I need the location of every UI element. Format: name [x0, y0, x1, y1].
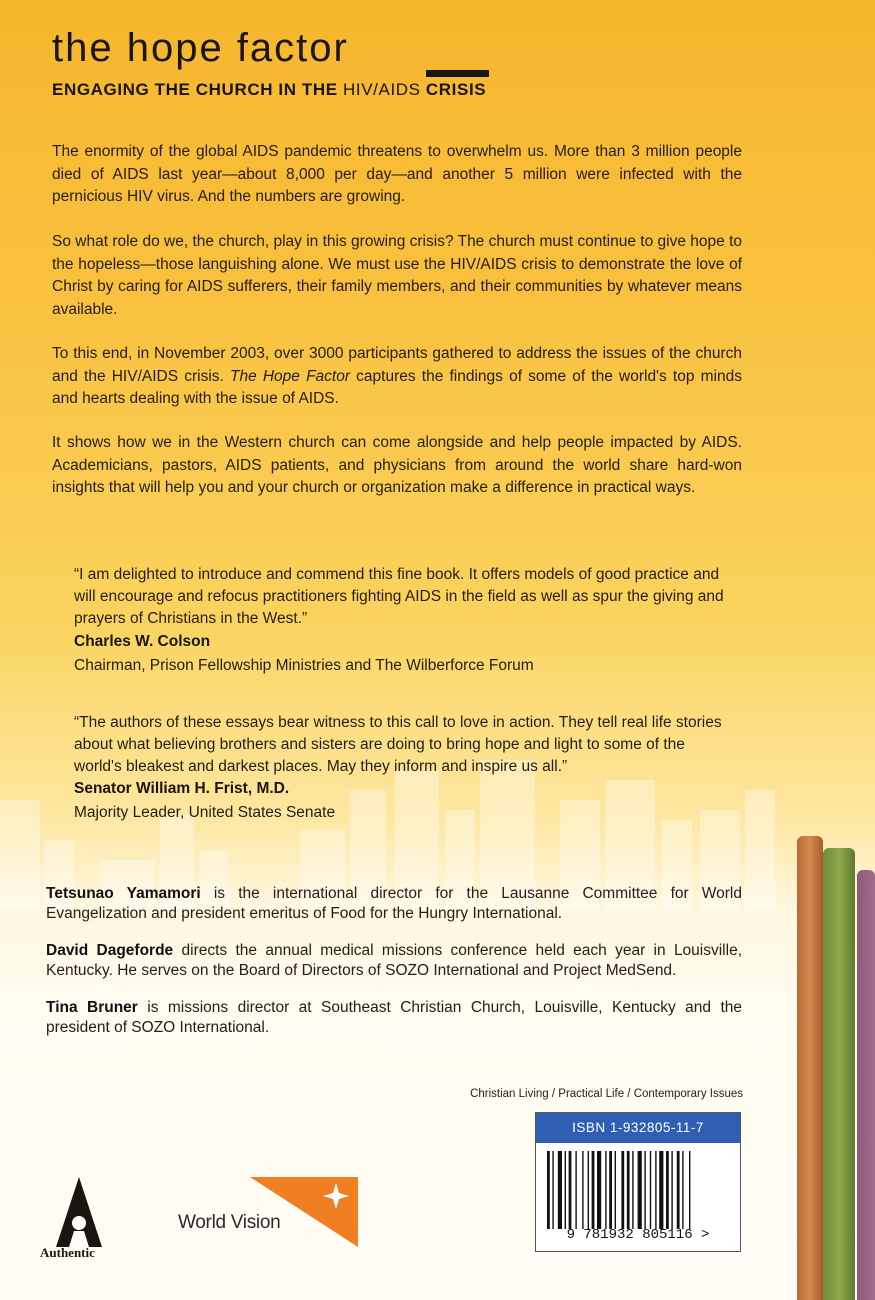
title-rule [426, 70, 489, 77]
paragraph-text: To this end, in November 2003, over 3000 participants gathered to address the issues of the church and the HIV/AIDS crisis. [52, 345, 742, 385]
endorsement-quote: “I am delighted to introduce and commend this fine book. It offers models of good practice and will encourage and refocus practitioners fighting AIDS in the field as well as spur the giving and prayers of Christians in the West.” [74, 566, 724, 627]
barcode-bar [615, 1151, 616, 1229]
subtitle-part-1: ENGAGING THE CHURCH IN THE [52, 80, 338, 99]
author-name: Tetsunao Yamamori [46, 885, 201, 902]
author-bio-text: directs the annual medical missions conference held each year in Louisville, Kentucky. He serves on the Board of Directors of SOZO International and Project MedSend. [46, 942, 743, 979]
paragraph-text: captures the findings of some of the world's top minds and hearts dealing with the issue of AIDS. [52, 367, 742, 407]
books-illustration [795, 830, 875, 1300]
endorser-role: Chairman, Prison Fellowship Ministries and The Wilberforce Forum [74, 657, 534, 674]
subtitle-part-3: CRISIS [425, 80, 487, 99]
book-subtitle [52, 80, 486, 100]
author-name: David Dageforde [46, 942, 174, 959]
barcode-bar [638, 1151, 642, 1229]
author-name: Tina Bruner [46, 999, 138, 1016]
barcode-bar [671, 1151, 672, 1229]
description-paragraph: The enormity of the global AIDS pandemic threatens to overwhelm us. More than 3 million people died of AIDS last year—about 8,000 per day—and another 5 million were infected with the pernicious HIV virus. And the numbers are growing. [52, 143, 742, 205]
endorser-name: Charles W. Colson [74, 633, 211, 650]
world-vision-logo-text: World Vision [178, 1212, 281, 1233]
barcode-bar [592, 1151, 595, 1229]
book-title: the hope factor [52, 26, 349, 70]
author-bio [46, 941, 742, 981]
category-label: Christian Living / Practical Life / Contemporary Issues [470, 1088, 743, 1100]
barcode-bar [597, 1151, 601, 1229]
endorser-name: Senator William H. Frist, M.D. [74, 780, 290, 797]
barcode-bar [659, 1151, 663, 1229]
barcode-bar [655, 1151, 656, 1229]
book-title-italic: The Hope Factor [229, 367, 350, 385]
endorsement-quote: “The authors of these essays bear witness to this call to love in action. They tell real life stories about what believing brothers and sisters are doing to bring hope and light to some of the world's bleakest and darkest places. May they inform and inspire us all.” [74, 714, 722, 775]
subtitle-part-2: HIV/AIDS [343, 80, 421, 99]
barcode-bar [582, 1151, 583, 1229]
barcode-bar [569, 1151, 572, 1229]
barcode-bar [632, 1151, 633, 1229]
barcode-digits: 9 781932 805116 > [566, 1227, 710, 1243]
description-paragraph [52, 343, 742, 411]
description-paragraph: So what role do we, the church, play in this growing crisis? The church must continue to give hope to the hopeless—those languishing alone. We must use the HIV/AIDS crisis to demonstrate the love of Christ by caring for AIDS sufferers, their family members, and their communities by whatever means available. [52, 233, 742, 318]
barcode-bar [627, 1151, 630, 1229]
barcode-bar [644, 1151, 645, 1229]
barcode-bar [682, 1151, 683, 1229]
barcode-bar [565, 1151, 566, 1229]
barcode-bar [605, 1151, 606, 1229]
barcode-bar [588, 1151, 589, 1229]
authentic-logo-text: Authentic [40, 1245, 95, 1260]
barcode-bar [609, 1151, 612, 1229]
author-bio [46, 998, 742, 1038]
description-paragraph: It shows how we in the Western church can come alongside and help people impacted by AIDS. Academicians, pastors, AIDS patients, and physicians from around the world share hard-won insights that will help you and your church or organization make a difference in practical ways. [52, 434, 742, 496]
barcode-bar [621, 1151, 624, 1229]
barcode-bar [666, 1151, 669, 1229]
barcode-bar [689, 1151, 690, 1229]
author-bio-text: is the international director for the Lausanne Committee for World Evangelization and president emeritus of Food for the Hungry International. [46, 885, 742, 922]
barcode-bar [650, 1151, 651, 1229]
barcode-bar [547, 1151, 550, 1229]
barcode-bar [558, 1151, 562, 1229]
barcode-box [535, 1112, 741, 1252]
barcode [545, 1151, 727, 1229]
author-bio-text: is missions director at Southeast Christian Church, Louisville, Kentucky and the president of SOZO International. [46, 999, 743, 1036]
barcode-bar [677, 1151, 680, 1229]
barcode-bar [575, 1151, 576, 1229]
isbn-label: ISBN 1-932805-11-7 [536, 1113, 740, 1143]
barcode-bar [552, 1151, 553, 1229]
endorser-role: Majority Leader, United States Senate [74, 804, 336, 821]
author-bio [46, 884, 742, 924]
